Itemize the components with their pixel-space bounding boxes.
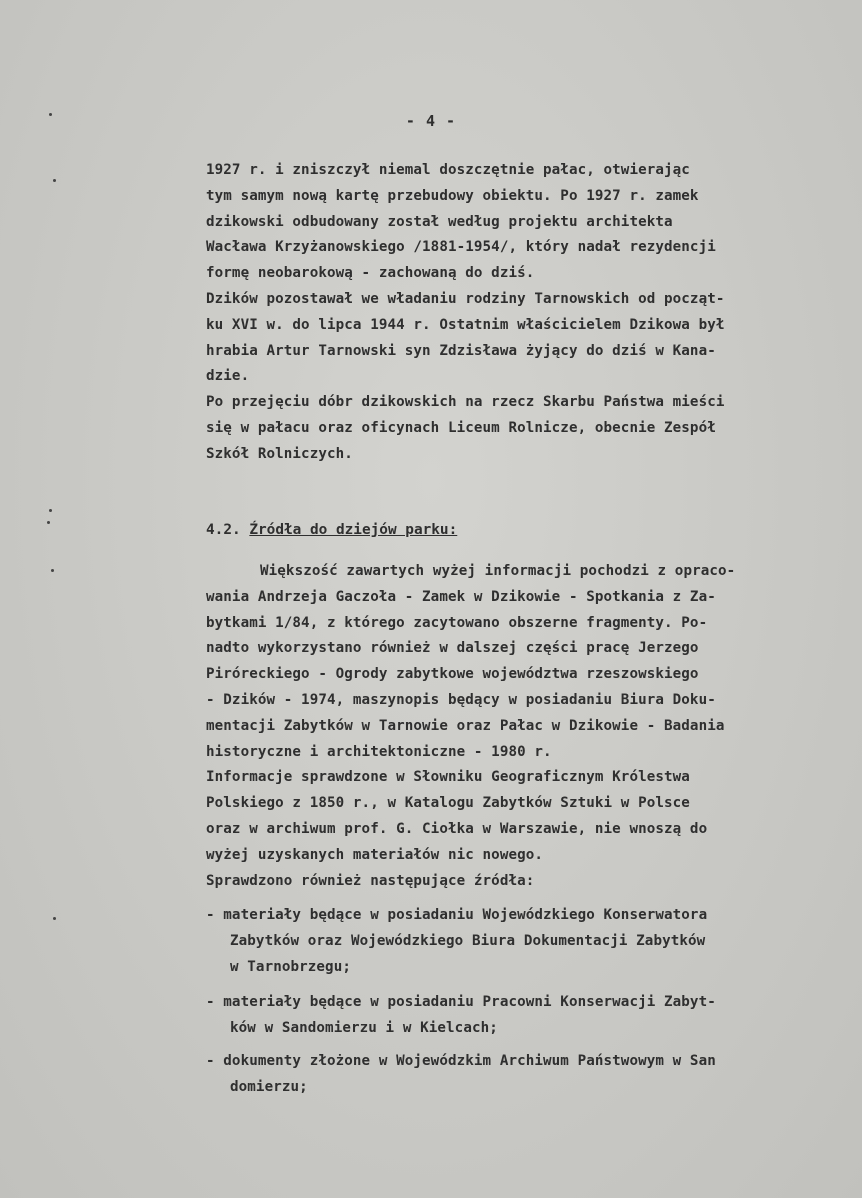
text-line: dzie. — [206, 368, 250, 385]
text-line: Wacława Krzyżanowskiego /1881-1954/, który nadał rezydencji — [206, 239, 716, 256]
source-list — [206, 1049, 846, 1101]
text-line: Informacje sprawdzone w Słowniku Geograficznym Królestwa — [206, 769, 690, 786]
text-line: Większość zawartych wyżej informacji pochodzi z opraco- — [260, 563, 736, 579]
text-line: się w pałacu oraz oficynach Liceum Rolnicze, obecnie Zespół — [206, 419, 716, 436]
text-line: Po przejęciu dóbr dzikowskich na rzecz Skarbu Państwa mieści — [206, 394, 725, 411]
section-title: Źródła do dziejów parku: — [249, 522, 458, 538]
paper-speck — [47, 521, 50, 524]
section-number: 4.2. — [206, 522, 241, 538]
text-line: ków w Sandomierzu i w Kielcach; — [230, 1019, 498, 1036]
text-line: - dokumenty złożone w Wojewódzkim Archiwum Państwowym w San — [206, 1053, 716, 1069]
text-line: historyczne i architektoniczne - 1980 r. — [206, 743, 552, 760]
text-line: mentacji Zabytków w Tarnowie oraz Pałac w Dzikowie - Badania — [206, 717, 725, 734]
sources-paragraph — [206, 559, 846, 894]
text-line: Dzików pozostawał we władaniu rodziny Tarnowskich od począt- — [206, 290, 725, 307]
paper-speck — [51, 569, 54, 572]
source-list — [206, 903, 846, 980]
text-line: oraz w archiwum prof. G. Ciołka w Warszawie, nie wnoszą do — [206, 820, 708, 837]
text-line: Sprawdzono również następujące źródła: — [206, 872, 535, 889]
text-line: - materiały będące w posiadaniu Pracowni Konserwacji Zabyt- — [206, 994, 716, 1010]
page-number: - 4 - — [405, 112, 457, 130]
intro-paragraphs — [206, 158, 846, 468]
text-line: 1927 r. i zniszczył niemal doszczętnie pałac, otwierając — [206, 162, 690, 178]
text-line: Zabytków oraz Wojewódzkiego Biura Dokumentacji Zabytków — [230, 932, 706, 949]
text-line: w Tarnobrzegu; — [230, 958, 351, 975]
text-line: domierzu; — [230, 1078, 308, 1095]
text-line: Piróreckiego - Ogrody zabytkowe województwa rzeszowskiego — [206, 666, 699, 683]
text-line: hrabia Artur Tarnowski syn Zdzisława żyjący do dziś w Kana- — [206, 342, 716, 359]
paper-speck — [53, 917, 56, 920]
text-line: tym samym nową kartę przebudowy obiektu. Po 1927 r. zamek — [206, 187, 699, 204]
text-line: Szkół Rolniczych. — [206, 445, 353, 462]
text-line: - materiały będące w posiadaniu Wojewódzkiego Konserwatora — [206, 907, 708, 923]
text-line: Polskiego z 1850 r., w Katalogu Zabytków Sztuki w Polsce — [206, 795, 690, 812]
section-heading — [206, 522, 457, 538]
list-item — [206, 990, 846, 1042]
paper-speck — [53, 179, 56, 182]
text-line: - Dzików - 1974, maszynopis będący w posiadaniu Biura Doku- — [206, 691, 716, 708]
text-line: dzikowski odbudowany został według projektu architekta — [206, 213, 673, 230]
text-line: wania Andrzeja Gaczoła - Zamek w Dzikowie - Spotkania z Za- — [206, 588, 716, 605]
source-list — [206, 990, 846, 1042]
text-line: formę neobarokową - zachowaną do dziś. — [206, 265, 535, 282]
paper-speck — [49, 509, 52, 512]
text-line: bytkami 1/84, z którego zacytowano obszerne fragmenty. Po- — [206, 614, 708, 631]
text-line: nadto wykorzystano również w dalszej części pracę Jerzego — [206, 640, 699, 657]
text-line: ku XVI w. do lipca 1944 r. Ostatnim właścicielem Dzikowa był — [206, 316, 725, 333]
list-item — [206, 1049, 846, 1101]
list-item — [206, 903, 846, 980]
text-line: wyżej uzyskanych materiałów nic nowego. — [206, 846, 544, 863]
